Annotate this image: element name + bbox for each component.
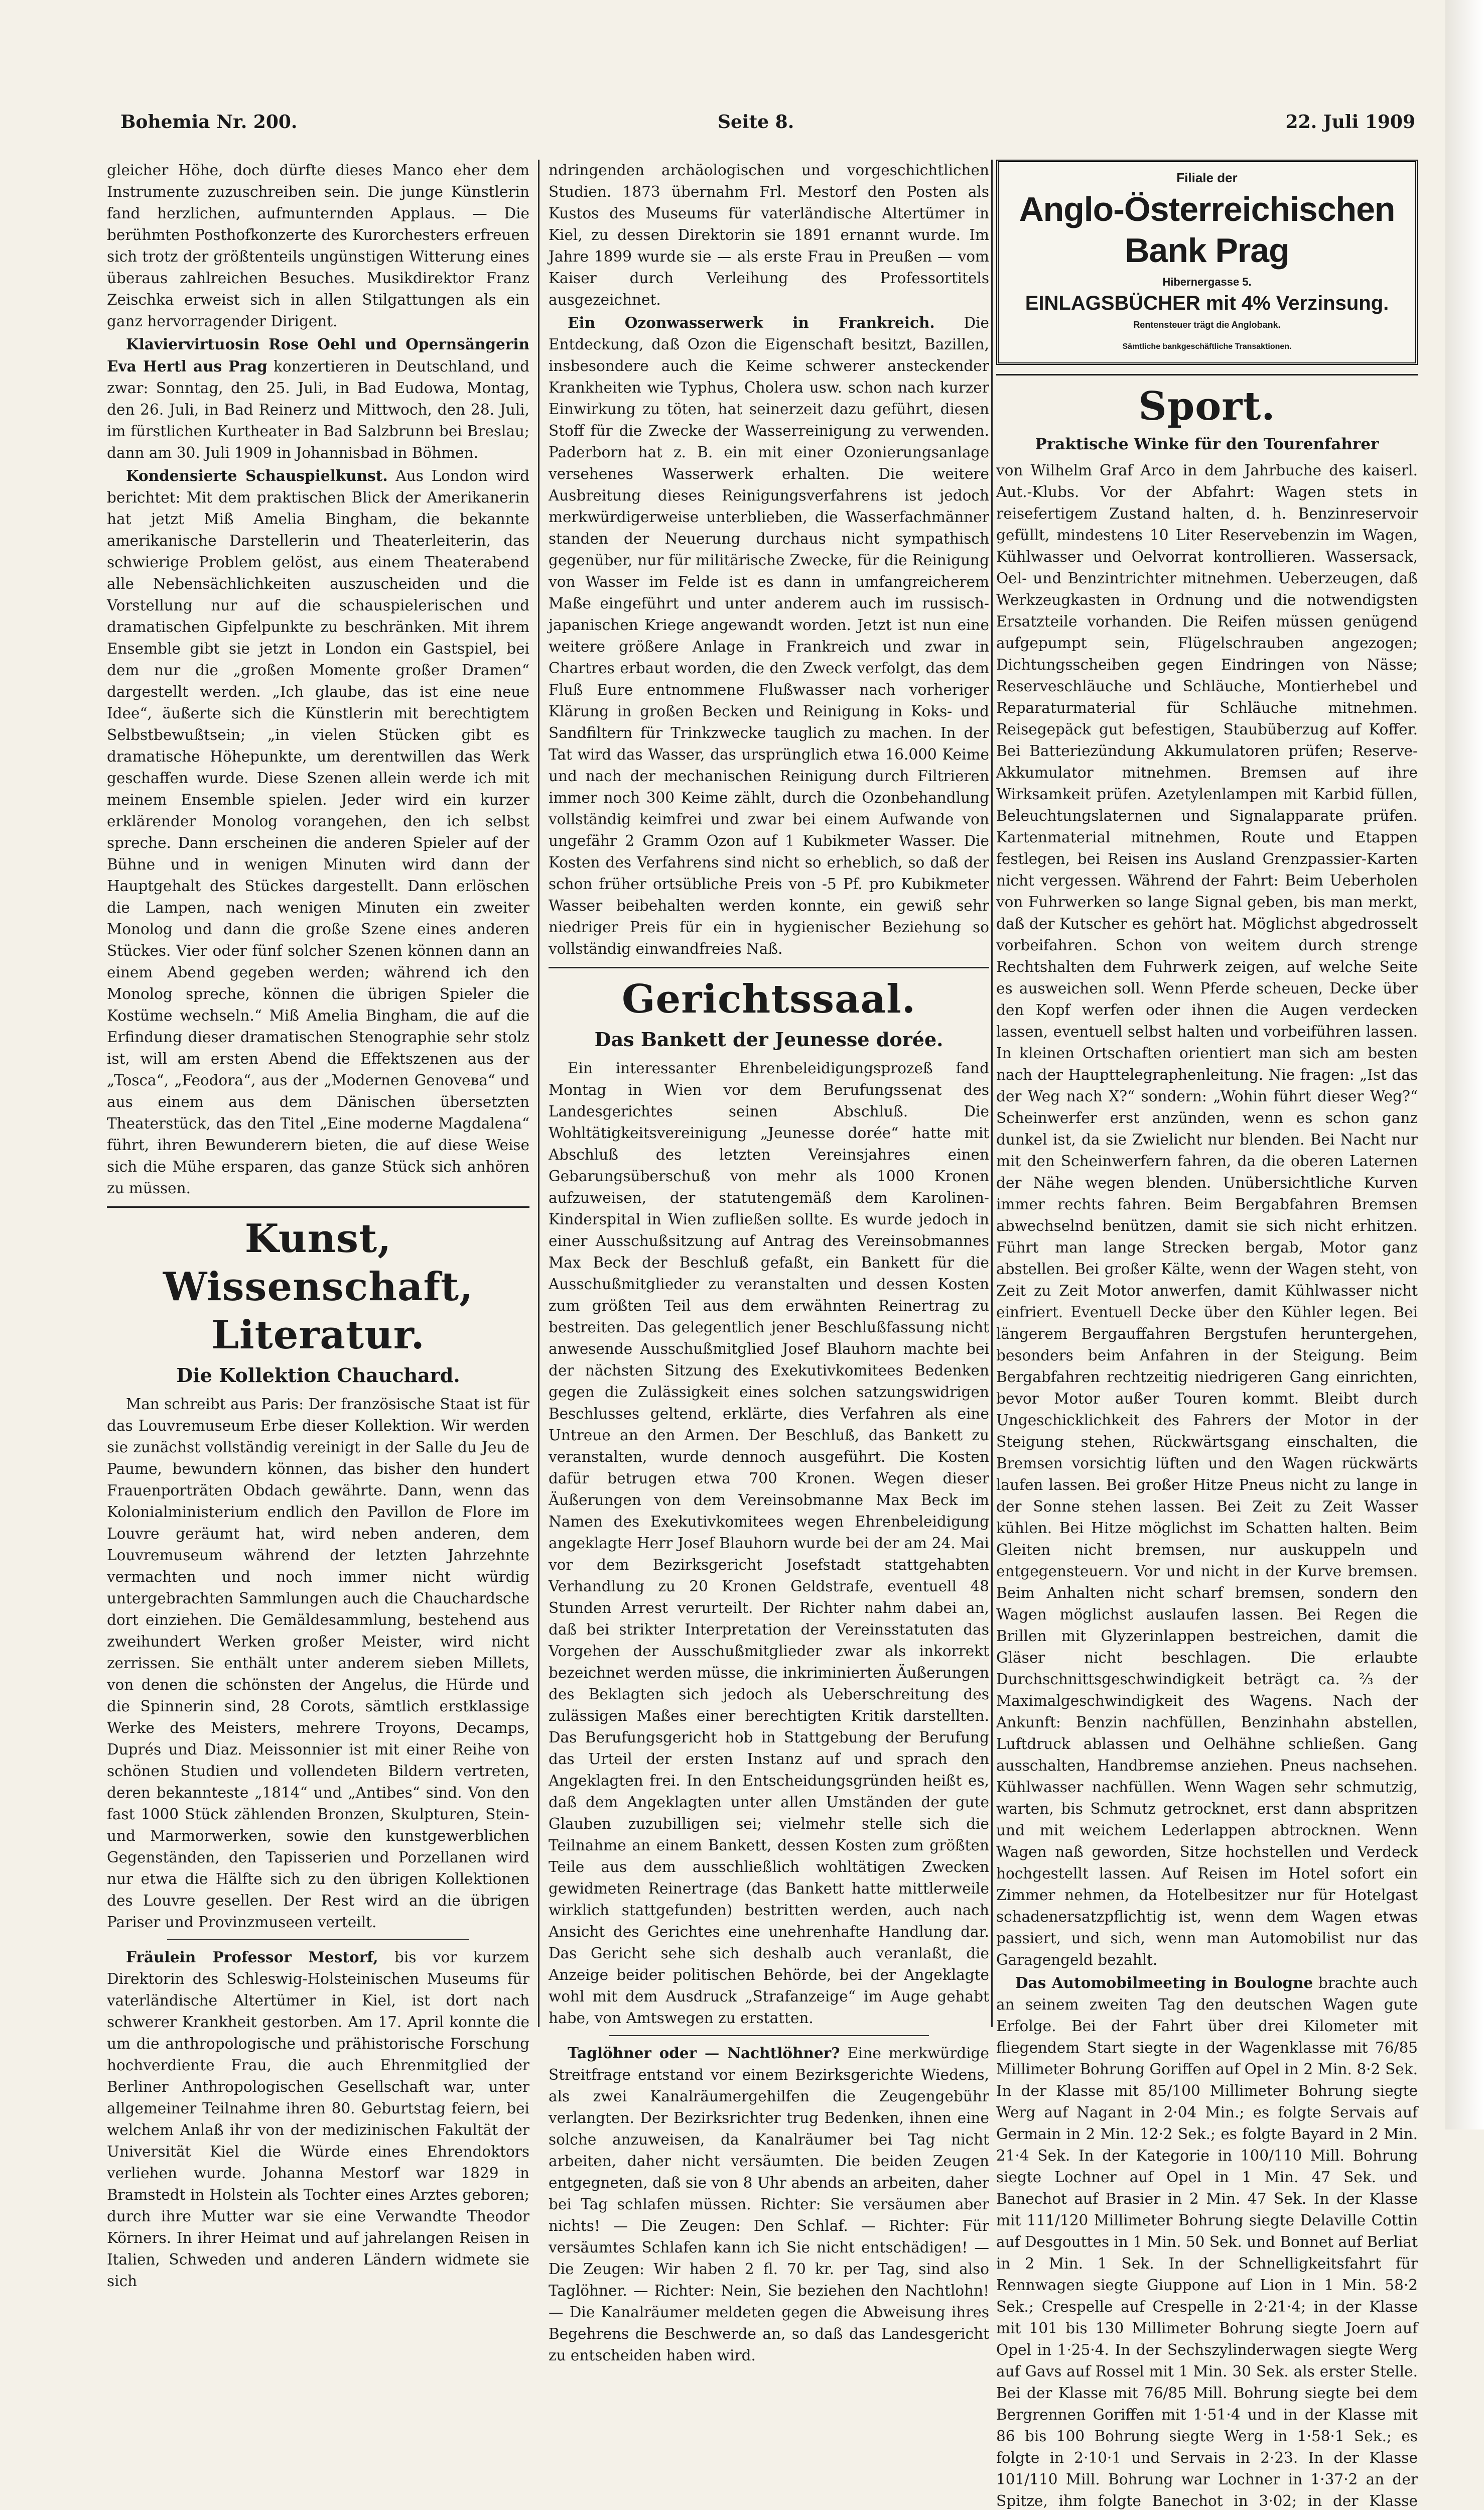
article-rule [167,1939,469,1940]
article-text: brachte auch an seinem zweiten Tag den deutschen Wagen gute Erfolge. Bei der Fahrt über drei Kilometer mit fliegendem Start siegte in der Wagenklasse mit 76/85 Millimeter Bohrung Goriffen auf Opel in 2 Min. 8·2 Sek. In der Klasse mit 85/100 Millimeter Bohrung siegte Werg auf Nagant in 2·04 Min.; es folgte Servais auf Germain in 2 Min. 12·2 Sek.; es folgte Bayard in 2 Min. 21·4 Sek. In der Kategorie in 100/110 Mill. Bohrung siegte Lochner auf Opel in 1 Min. 47 Sek. und Banechot auf Brasier in 2 Min. 47 Sek. In der Klasse mit 111/120 Millimeter Bohrung siegte Delaville Cottin auf Desgouttes in 1 Min. 50 Sek. und Bonnet auf Berliat in 2 Min. 1 Sek. In der Schnelligkeitsfahrt für Rennwagen siegte Giuppone auf Lion in 1 Min. 58·2 Sek.; Crespelle auf Crespelle in 2·21·4; in der Klasse mit 101 bis 130 Millimeter Bohrung siegte Joern auf Opel in 1·25·4. In der Sechszylinderwagen siegte Werg auf Gavs auf Rossel mit 1 Min. 30 Sek. als erster Stelle. Bei der Klasse mit 76/85 Mill. Bohrung siegte bei dem Bergrennen Goriffen mit 1·51·4 und in der Klasse mit 86 bis 100 Bohrung siegte Werg in 1·58·1 Sek.; es folgte in 2·10·1 und Servais in 2·23. In der Klasse 101/110 Mill. Bohrung war Lochner in 1·37·2 an der Spitze, ihm folgte Banechot in 3·02; in der Klasse [996,1974,1418,2509]
ad-offer: EINLAGSBÜCHER mit 4% Verzinsung. [1025,292,1389,314]
column-1 [107,160,529,2290]
article-paragraph: von Wilhelm Graf Arco in dem Jahrbuche des kaiserl. Aut.-Klubs. Vor der Abfahrt: Wagen stets in reisefertigem Zustand halten, d. h. Benzinreservoir gefüllt, mindestens 10 Liter Reservebenzin im Wagen, Kühlwasser und Oelvorrat kontrollieren. Wassersack, Oel- und Benzintrichter mitnehmen. Ueberzeugen, daß Werkzeugkasten in Ordnung und die notwendigsten Ersatzteile vorhanden. Die Reifen müssen genügend aufgepumpt sein, Flügelschrauben angezogen; Dichtungsscheiben gegen Eindringen von Nässe; Reserveschläuche und Schläuche, Montierhebel und Reparaturmaterial für Schläuche mitnehmen. Reisegepäck gut befestigen, Staubüberzug auf Koffer. Bei Batteriezündung Akkumulatoren prüfen; Reserve-Akkumulator mitnehmen. Bremsen auf ihre Wirksamkeit prüfen. Azetylenlampen mit Karbid füllen, Beleuchtungslaternen und Signalapparate prüfen. Kartenmaterial mitnehmen, Route und Etappen festlegen, bei Reisen ins Ausland Grenzpassier-Karten nicht vergessen. Während der Fahrt: Beim Ueberholen von Fuhrwerken so lange Signal geben, bis man merkt, daß der Kutscher es gehört hat. Möglichst abgedrosselt vorbeifahren. Schon von weitem durch strenge Rechtshalten dem Fuhrwerk zeigen, auf welche Seite es ausweichen soll. Wenn Pferde scheuen, Decke über den Kopf werfen oder ihnen die Augen verdecken lassen, eventuell selbst halten und vorbeiführen lassen. In kleinen Ortschaften orientiert man sich am besten nach der Haupttelegraphenleitung. Nie fragen: „Ist das der Weg nach X?“ sondern: „Wohin führt dieser Weg?“ Scheinwerfer erst anzünden, wenn es schon ganz dunkel ist, da sie Zwielicht nur blenden. Bei Nacht nur mit den Scheinwerfern fahren, da die oberen Laternen der Nähe wegen blenden. Unübersichtliche Kurven immer rechts fahren. Beim Bergabfahren Bremsen abwechselnd benützen, damit sie sich nicht erhitzen. Führt man lange Strecken bergab, Motor ganz abstellen. Bei großer Kälte, wenn der Wagen steht, von Zeit zu Zeit Motor anwerfen, damit Kühlwasser nicht einfriert. Eventuell Decke über den Kühler legen. Bei längerem Bergauffahren Bergstufen heruntergehen, besonders beim Anfahren in der Steigung. Beim Bergabfahren rechtzeitig niedrigeren Gang einrichten, bevor Motor außer Touren kommt. Bleibt durch Ungeschicklichkeit des Fahrers der Motor in der Steigung stehen, Rückwärtsgang einschalten, die Bremsen vorsichtig lüften und den Wagen rückwärts laufen lassen. Bei großer Hitze Pneus nicht zu lange in der Sonne stehen lassen. Bei Zeit zu Zeit Wasser kühlen. Bei Hitze möglichst im Schatten halten. Beim Gleiten nicht bremsen, nur auskuppeln und entgegensteuern. Vor und nicht in der Kurve bremsen. Beim Anhalten nicht scharf bremsen, sondern den Wagen möglichst auslaufen lassen. Bei Regen die Brillen mit Glyzerinlappen bestreichen, damit die Gläser nicht beschlagen. Die erlaubte Durchschnittsgeschwindigkeit beträgt ca. ⅔ der Maximalgeschwindigkeit des Wagens. Nach der Ankunft: Benzin nachfüllen, Benzinhahn abstellen, Luftdruck ablassen und Oelhähne schließen. Gang ausschalten, Handbremse anziehen. Pneus nachsehen. Kühlwasser nachfüllen. Wenn Wagen sehr schmutzig, warten, bis Schmutz getrocknet, erst dann abspritzen und mit weichem Lederlappen abtrocknen. Wenn Wagen naß geworden, Sitze hochstellen und Verdeck hochgestellt lassen. Auf Reisen im Hotel sofort ein Zimmer nehmen, da Hotelbesitzer nur für Hotelgast schadenersatzpflichtig ist, wenn dem Wagen etwas passiert, und sich, wenn man Automobilist nur das Garagengeld bezahlt. [996,462,1418,1968]
section-title-gerichtssaal: Gerichtssaal. [622,976,916,1022]
column-divider [538,160,539,2027]
article-rule [609,2035,929,2036]
ad-line: Filiale der [1176,170,1238,185]
article-paragraph [549,312,989,960]
running-head [120,111,1415,142]
article-text: bis vor kurzem Direktorin des Schleswig-Holsteinischen Museums für vaterländische Altertümer in Kiel, ist dort nach schwerer Krankheit gestorben. Am 17. April konnte die um die anthropologische und prähistorische Forschung hochverdiente Frau, die auch Ehrenmitglied der Berliner Anthropologischen Gesellschaft war, unter allgemeiner Teilnahme ihren 80. Geburtstag feiern, bei welchem Anlaß ihr von der medizinischen Fakultät der Universität Kiel die Würde eines Ehrendoktors verliehen wurde. Johanna Mestorf war 1829 in Bramstedt in Holstein als Tochter eines Arztes geboren; durch ihre Mutter war sie eine Verwandte Theodor Körners. In ihrer Heimat und auf jahrelangen Reisen in Italien, Schweden und anderen Ländern widmete sie sich [107,1949,529,2290]
article-text: Die Entdeckung, daß Ozon die Eigenschaft besitzt, Bazillen, insbesondere auch die Keime schwerer ansteckender Krankheiten wie Typhus, Cholera usw. schon nach kurzer Einwirkung zu töten, hat seinerzeit dazu geführt, diesen Stoff für die Zwecke der Wasserreinigung zu verwenden. Paderborn hat z. B. ein mit einer Ozonierungsanlage versehenes Wasserwerk erhalten. Die weitere Ausbreitung dieses Reinigungsverfahrens ist jedoch merkwürdigerweise unterblieben, die Wasserfachmänner standen der Neuerung durchaus nicht sympathisch gegenüber, nur für militärische Zwecke, für die Reinigung von Wasser im Felde ist es dann in umfangreicherem Maße eingeführt und unter anderem auch im russisch-japanischen Kriege angewandt worden. Jetzt ist nun eine weitere größere Anlage in Frankreich und zwar in Chartres erbaut worden, die den Zweck verfolgt, das dem Fluß Eure entnommene Flußwasser nach vorheriger Klärung in großen Becken und Reinigung in Koks- und Sandfiltern für Trinkzwecke tauglich zu machen. In der Tat wird das Wasser, das ursprünglich etwa 16.000 Keime und nach der mechanischen Reinigung durch Filtrieren immer noch 300 Keime zählt, durch die Ozonbehandlung vollständig keimfrei und zwar bei einem Aufwande von ungefähr 2 Gramm Ozon auf 1 Kubikmeter Wasser. Die Kosten des Verfahrens sind nicht so erheblich, so daß der schon früher ortsübliche Preis von -5 Pf. pro Kubikmeter Wasser beibehalten werden konnte, ein gewiß sehr niedriger Preis für ein in hygienischer Beziehung so vollständig einwandfreies Naß. [549,314,989,957]
article-lead: Ein Ozonwasserwerk in Frankreich. [568,314,935,331]
article-paragraph [549,2042,989,2366]
section-rule [996,374,1418,375]
article-paragraph: Man schreibt aus Paris: Der französische Staat ist für das Louvremuseum Erbe dieser Kollektion. Wir werden sie zunächst vollständig vereinigt in der Salle du Jeu de Paume, bewundern können, das bisher den hundert Frauenporträten Obdach gewährte. Dann, wenn das Kolonialministerium endlich den Pavillon de Flore im Louvre geräumt hat, wird neben anderen, dem Louvremuseum während der letzten Jahrzehnte vermachten und noch immer nicht würdig untergebrachten Sammlungen auch die Chauchardsche dort einziehen. Die Gemäldesammlung, bestehend aus zweihundert Werken großer Meister, wird nicht zerrissen. Sie enthält unter anderem sieben Millets, von denen die schönsten der Angelus, die Hürde und die Spinnerin sind, 28 Corots, sämtlich erstklassige Werke des Meisters, mehrere Troyons, Decamps, Duprés und Diaz. Meissonnier ist mit einer Reihe von schönen Studien und vollendeten Bildern vertreten, deren bekannteste „1814“ und „Antibes“ sind. Von den fast 1000 Stück zählenden Bronzen, Skulpturen, Stein- und Marmorwerken, sowie den kunstgewerblichen Gegenständen, den Tapisserien und Porzellanen wird nur etwa die Hälfte sich zu den übrigen Kollektionen des Louvre gesellen. Der Rest wird an die übrigen Pariser und Provinzmuseen verteilt. [107,1396,529,1931]
article-text: Aus London wird berichtet: Mit dem praktischen Blick der Amerikanerin hat jetzt Miß Amelia Bingham, die bekannte amerikanische Darstellerin und Theaterleiterin, das schwierige Problem gelöst, aus einem Theaterabend alle Nebensächlichkeiten auszuscheiden und die Vorstellung nur auf die schauspielerischen und dramatischen Gipfelpunkte zu beschränken. Mit ihrem Ensemble gibt sie jetzt in London ein Gastspiel, bei dem nur die „großen Momente großer Dramen“ dargestellt werden. „Ich glaube, das ist eine neue Idee“, äußerte sich die Künstlerin mit berechtigtem Selbstbewußtsein; „in vielen Stücken gibt es dramatische Höhepunkte, um derentwillen das Werk geschaffen wurde. Diese Szenen allein werde ich mit meinem Ensemble spielen. Jeder wird ein kurzer erklärender Monolog vorangehen, den ich selbst spreche. Dann erscheinen die anderen Spieler auf der Bühne und in wenigen Minuten wird dann der Hauptgehalt des Stückes dargestellt. Dann erlöschen die Lampen, nach wenigen Minuten ein zweiter Monolog und dann die große Szene eines anderen Stückes. Vier oder fünf solcher Szenen können dann an einem Abend gegeben werden; während ich den Monolog spreche, können die übrigen Spieler die Kostüme wechseln.“ Miß Amelia Bingham, die auf die Erfindung dieser dramatischen Stenographie sehr stolz ist, will am ersten Abend die Effektszenen aus der „Tosca“, „Feodora“, aus der „Modernen Genovева“ und aus einem aus dem Dänischen übersetzten Theaterstück, das den Titel „Eine moderne Magdalena“ führt, ihren Bewunderern bieten, die auf diese Weise sich die Mühe ersparen, das ganze Stück sich anhören zu müssen. [107,467,529,1197]
section-title-sport: Sport. [1138,384,1276,429]
issue-date: 22. Juli 1909 [1285,111,1415,133]
article-paragraph [107,465,529,1199]
section-rule [107,1206,529,1208]
column-divider [991,160,993,2027]
column-2 [549,160,989,2364]
ad-bank-name: Anglo-Österreichischen Bank Prag [1019,190,1395,270]
section-rule [549,967,989,968]
article-lead: Taglöhner oder — Nachtlöhner? [568,2044,840,2062]
article-lead: Das Automobilmeeting in Boulogne [1015,1974,1313,1991]
article-headline: Das Bankett der Jeunesse dorée. [594,1028,943,1051]
article-headline: Die Kollektion Chauchard. [176,1364,460,1387]
ad-address: Hibernergasse 5. [1162,276,1252,288]
ad-line: Rentensteuer trägt die Anglobank. [1133,320,1281,330]
ad-line: Sämtliche bankgeschäftliche Transaktionen. [1122,342,1292,351]
issue-label: Bohemia Nr. 200. [120,111,298,133]
page-number: Seite 8. [718,111,794,133]
article-paragraph [107,1946,529,2292]
article-lead: Fräulein Professor Mestorf, [126,1948,378,1966]
article-paragraph: Ein interessanter Ehrenbeleidigungsprozeß fand Montag in Wien vor dem Berufungssenat des Landesgerichtes seinen Abschluß. Die Wohltätigkeitsvereinigung „Jeunesse dorée“ hatte mit Abschluß des letzten Vereinsjahres einen Gebarungsüberschuß von mehr als 1000 Kronen aufzuweisen, der statutengemäß dem Karolinen-Kinderspital in Wien zufließen sollte. Es wurde jedoch in einer Ausschußsitzung auf Antrag des Vereinsobmannes Max Beck der Beschluß gefaßt, ein Bankett für die Ausschußmitglieder zu veranstalten und dessen Kosten zum größten Teil aus dem erwähnten Reinertrag zu bestreiten. Das gelegentlich jener Beschlußfassung nicht anwesende Ausschußmitglied Josef Blauhorn machte bei der nächsten Sitzung des Exekutivkomitees Bedenken gegen die Zulässigkeit eines solchen satzungswidrigen Beschlusses geltend, erklärte, dies Verfahren als eine Untreue an den Armen. Der Beschluß, das Bankett zu veranstalten, wurde dennoch ausgeführt. Die Kosten dafür betrugen etwa 700 Kronen. Wegen dieser Äußerungen von dem Vereinsobmanne Max Beck im Namen des Exekutivkomitees wegen Ehrenbeleidigung angeklagte Herr Josef Blauhorn wurde bei der am 24. Mai vor dem Bezirksgericht Josefstadt stattgehabten Verhandlung zu 20 Kronen Geldstrafe, eventuell 48 Stunden Arrest verurteilt. Der Richter nahm dabei an, daß bei strikter Interpretation der Vereinsstatuten das Vorgehen der Ausschußmitglieder zwar als inkorrekt bezeichnet werden müsse, die inkriminierten Äußerungen des Beklagten sich jedoch als Ueberschreitung des zulässigen Maßes einer berechtigten Kritik darstellten. Das Berufungsgericht hob in Stattgebung der Berufung das Urteil der ersten Instanz auf und sprach den Angeklagten frei. In den Entscheidungsgründen heißt es, daß dem Angeklagten unter allen Umständen der gute Glauben zuzubilligen sei; vielmehr stelle sich die Teilnahme an einem Bankett, dessen Kosten zum größten Teile aus dem ausschließlich wohltätigen Zwecken gewidmeten Reinertrage (das Bankett hatte mittlerweile wirklich stattgefunden) bestritten werden, auch nach Ansicht des Gerichtes eine unehrenhafte Handlung dar. Das Gericht sehe sich deshalb auch veranlaßt, die Anzeige beider politischen Behörde, bei der Angeklagte wohl mit dem Ausdruck „Strafanzeige“ im Auge gehabt habe, von Amtswegen zu erstatten. [549,1060,989,2027]
article-headline: Praktische Winke für den Tourenfahrer [1035,435,1379,453]
article-paragraph [996,1972,1418,2510]
section-title-kunst: Kunst, Wissenschaft, Literatur. [163,1216,474,1358]
column-3 [996,160,1418,2509]
article-paragraph [107,333,529,464]
article-lead: Kondensierte Schauspielkunst. [126,467,388,484]
article-paragraph: ndringenden archäologischen und vorgeschichtlichen Studien. 1873 übernahm Frl. Mestorf den Posten als Kustos des Museums für vaterländische Altertümer in Kiel, zu dessen Direktorin sie 1891 ernannt wurde. Im Jahre 1899 wurde sie — als erste Frau in Preußen — vom Kaiser durch Verleihung des Professortitels ausgezeichnet. [549,162,989,308]
page-edge [1445,0,1484,2129]
bank-advertisement [996,160,1418,365]
article-text: Eine merkwürdige Streitfrage entstand vor einem Bezirksgerichte Wiedens, als zwei Kanalräumergehilfen die Zeugengebühr verlangten. Der Bezirksrichter trug Bedenken, ihnen eine solche anzuweisen, da Kanalräumer bei Tag nicht arbeiten, daher nicht versäumten. Die beiden Zeugen entgegneten, daß sie von 8 Uhr abends an arbeiten, daher bei Tag schlafen müssen. Richter: Sie versäumen aber nichts! — Die Zeugen: Den Schlaf. — Richter: Für versäumtes Schlafen kann ich Sie nicht entschädigen! — Die Zeugen: Wir haben 2 fl. 70 kr. per Tag, sind also Taglöhner. — Richter: Nein, Sie beziehen den Nachtlohn! — Die Kanalräumer meldeten gegen die Abweisung ihres Begehrens die Beschwerde an, so daß das Landesgericht zu entscheiden haben wird. [549,2045,989,2364]
article-lead: Klaviervirtuosin Rose Oehl und Opernsängerin Eva Hertl aus Prag [107,335,529,375]
article-paragraph: gleicher Höhe, doch dürfte dieses Manco eher dem Instrumente zuzuschreiben sein. Die junge Künstlerin fand herzlichen, aufmunternden Applaus. — Die berühmten Posthofkonzerte des Kurorchesters erfreuen sich trotz der größtenteils ungünstigen Witterung eines überaus zahlreichen Besuches. Musikdirektor Franz Zeischka erweist sich in allen Stilgattungen als ein ganz hervorragender Dirigent. [107,162,529,330]
article-text: konzertieren in Deutschland, und zwar: Sonntag, den 25. Juli, in Bad Eudowa, Montag, den 26. Juli, in Bad Reinerz und Mittwoch, den 28. Juli, im fürstlichen Kurtheater in Bad Salzbrunn bei Breslau; dann am 30. Juli 1909 in Johannisbad in Böhmen. [107,358,529,461]
